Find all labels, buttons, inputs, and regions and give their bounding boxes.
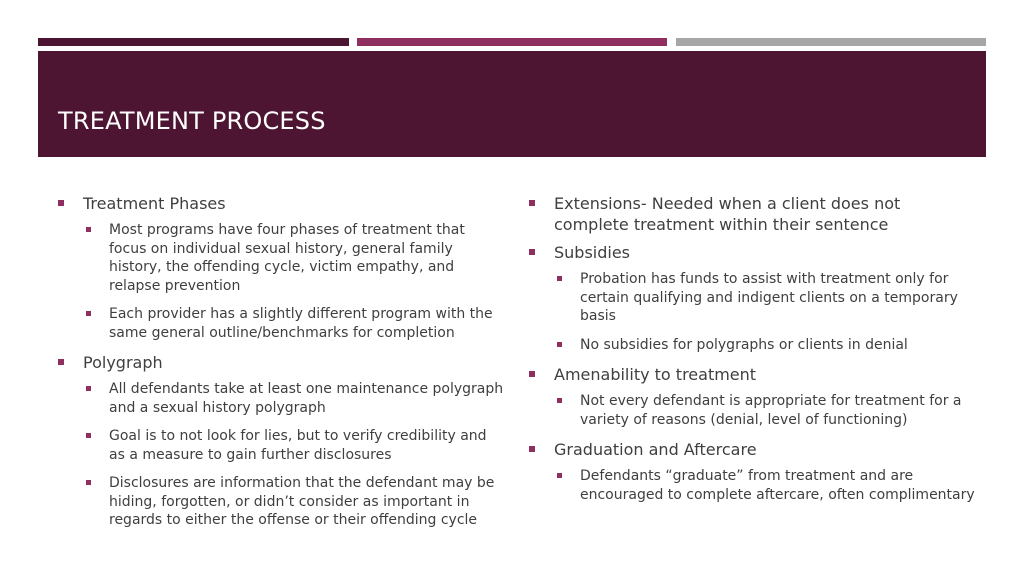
bullet-square-icon [557, 342, 562, 347]
bullet-square-icon [529, 446, 535, 452]
sub-bullet-text: Disclosures are information that the defendant may be hiding, forgotten, or didn’t consider as important in regards to either the offense or their offending cycle [109, 475, 495, 528]
bullet-square-icon [86, 433, 91, 438]
sub-bullet-text: Most programs have four phases of treatment that focus on individual sexual history, general family history, the offending cycle, victim empathy, and relapse prevention [109, 222, 465, 294]
bullet-square-icon [58, 359, 64, 365]
sub-bullet-text: Not every defendant is appropriate for treatment for a variety of reasons (denial, level of functioning) [580, 393, 962, 428]
bullet-extensions [527, 193, 977, 235]
sub-bullet-maintenance-polygraph [56, 380, 506, 417]
bullet-square-icon [86, 227, 91, 232]
sub-bullet-text: Probation has funds to assist with treatment only for certain qualifying and indigent clients on a temporary basis [580, 271, 958, 324]
accent-bar-gray [676, 38, 986, 46]
bullet-text: Amenability to treatment [554, 365, 757, 384]
bullet-square-icon [557, 398, 562, 403]
accent-bar-dark [38, 38, 349, 46]
sub-bullet-text: No subsidies for polygraphs or clients in denial [580, 336, 908, 353]
sub-bullet-disclosures [56, 474, 506, 530]
sub-bullet-text: Defendants “graduate” from treatment and are encouraged to complete aftercare, often complimentary [580, 468, 975, 503]
sub-bullet-text: Each provider has a slightly different program with the same general outline/benchmarks for completion [109, 306, 493, 341]
bullet-text: Treatment Phases [83, 194, 226, 213]
bullet-graduation [527, 439, 977, 460]
bullet-square-icon [529, 200, 535, 206]
bullet-text: Graduation and Aftercare [554, 440, 757, 459]
right-column [527, 193, 977, 514]
left-column [56, 193, 506, 540]
bullet-text: Extensions- Needed when a client does not complete treatment within their sentence [554, 194, 901, 234]
bullet-text: Polygraph [83, 353, 163, 372]
sub-bullet-not-every-defendant [527, 392, 977, 429]
bullet-square-icon [529, 249, 535, 255]
bullet-square-icon [86, 386, 91, 391]
sub-bullet-no-subsidies [527, 336, 977, 355]
accent-bar-magenta [357, 38, 667, 46]
bullet-square-icon [557, 473, 562, 478]
sub-bullet-four-phases [56, 221, 506, 295]
bullet-square-icon [86, 311, 91, 316]
bullet-square-icon [557, 276, 562, 281]
title-banner [38, 51, 986, 157]
sub-bullet-text: All defendants take at least one maintenance polygraph and a sexual history polygraph [109, 381, 504, 416]
sub-bullet-text: Goal is to not look for lies, but to verify credibility and as a measure to gain further disclosures [109, 428, 487, 463]
slide-title: TREATMENT PROCESS [58, 107, 326, 135]
bullet-square-icon [86, 480, 91, 485]
bullet-polygraph [56, 352, 506, 373]
bullet-square-icon [529, 371, 535, 377]
sub-bullet-provider-program [56, 305, 506, 342]
bullet-square-icon [58, 200, 64, 206]
bullet-text: Subsidies [554, 243, 631, 262]
sub-bullet-graduate [527, 467, 977, 504]
bullet-subsidies [527, 242, 977, 263]
bullet-amenability [527, 364, 977, 385]
bullet-treatment-phases [56, 193, 506, 214]
sub-bullet-goal [56, 427, 506, 464]
sub-bullet-probation-funds [527, 270, 977, 326]
